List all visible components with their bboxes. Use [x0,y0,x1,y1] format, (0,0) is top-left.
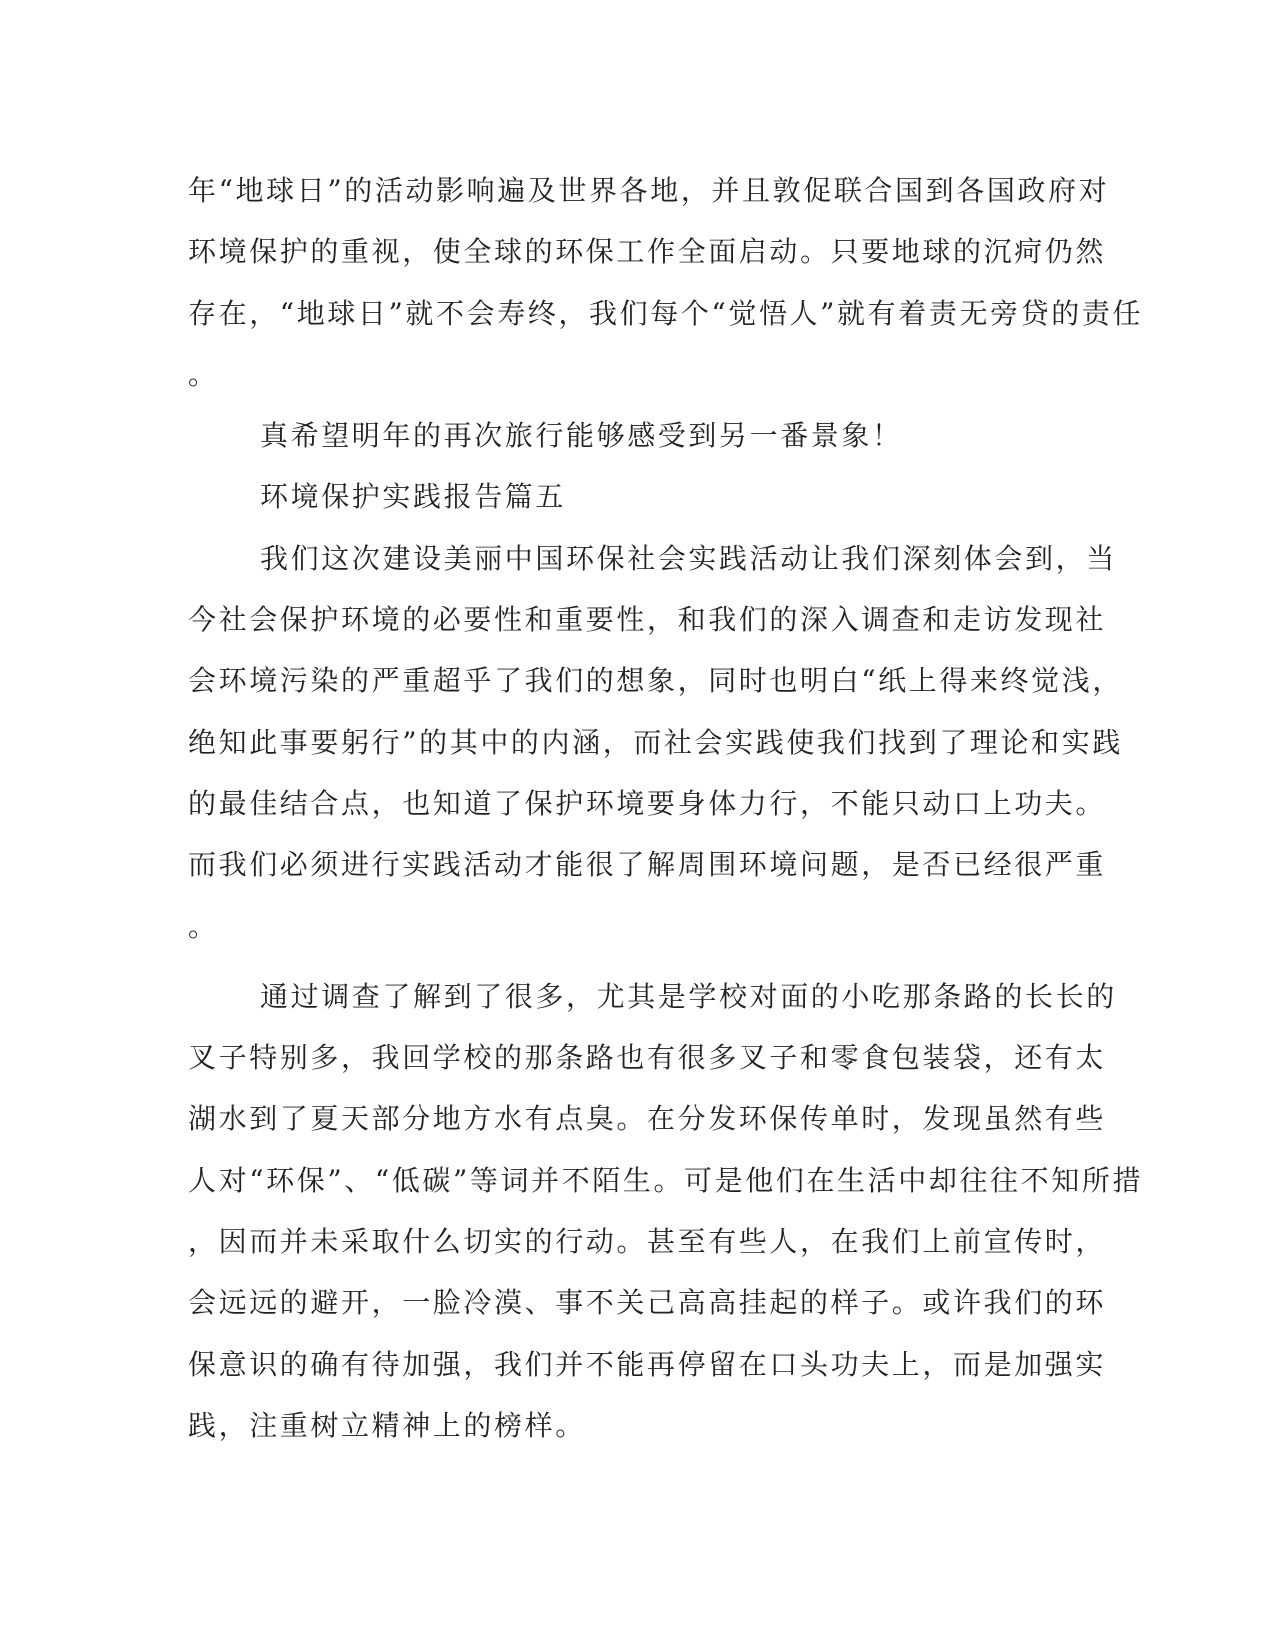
text-line: 年“地球日”的活动影响遍及世界各地，并且敦促联合国到各国政府对 [188,174,1110,207]
text-line: ，因而并未采取什么切实的行动。甚至有些人，在我们上前宣传时， [188,1225,1107,1259]
text-line: 而我们必须进行实践活动才能很了解周围环境问题，是否已经很严重 [188,848,1107,882]
text-line: 通过调查了解到了很多，尤其是学校对面的小吃那条路的长长的 [260,979,1117,1013]
paragraph-survey [188,966,1144,1456]
text-line: 今社会保护环境的必要性和重要性，和我们的深入调查和走访发现社 [188,603,1107,637]
text-line: 人对“环保”、“低碳”等词并不陌生。可是他们在生活中却往往不知所措 [188,1163,1144,1197]
paragraph-earth-day [188,160,1144,405]
text-line: 真希望明年的再次旅行能够感受到另一番景象！ [260,419,903,453]
paragraph-hope [188,405,1078,466]
text-line: 我们这次建设美丽中国环保社会实践活动让我们深刻体会到，当 [260,541,1117,575]
paragraph-practice [188,528,1123,957]
text-line: 绝知此事要躬行”的其中的内涵，而社会实践使我们找到了理论和实践 [188,725,1123,759]
document-body [188,160,1144,1456]
text-line: 存在，“地球日”就不会寿终，我们每个“觉悟人”就有着责无旁贷的责任 [188,296,1144,330]
text-line: 会远远的避开，一脸冷漠、事不关己高高挂起的样子。或许我们的环 [188,1286,1107,1320]
text-line: 的最佳结合点，也知道了保护环境要身体力行，不能只动口上功夫。 [188,786,1107,820]
text-line: 湖水到了夏天部分地方水有点臭。在分发环保传单时，发现虽然有些 [188,1102,1107,1136]
text-line: 叉子特别多，我回学校的那条路也有很多叉子和零食包装袋，还有太 [188,1041,1107,1075]
text-line: 。 [188,909,219,943]
text-line: 。 [188,357,219,391]
text-line: 会环境污染的严重超乎了我们的想象，同时也明白“纸上得来终觉浅， [188,664,1123,698]
paragraph-gap [188,957,1078,966]
section-heading: 环境保护实践报告篇五 [260,480,567,514]
text-line: 环境保护的重视，使全球的环保工作全面启动。只要地球的沉疴仍然 [188,235,1107,269]
text-line: 践，注重树立精神上的榜样。 [188,1408,586,1442]
text-line: 保意识的确有待加强，我们并不能再停留在口头功夫上，而是加强实 [188,1347,1107,1381]
